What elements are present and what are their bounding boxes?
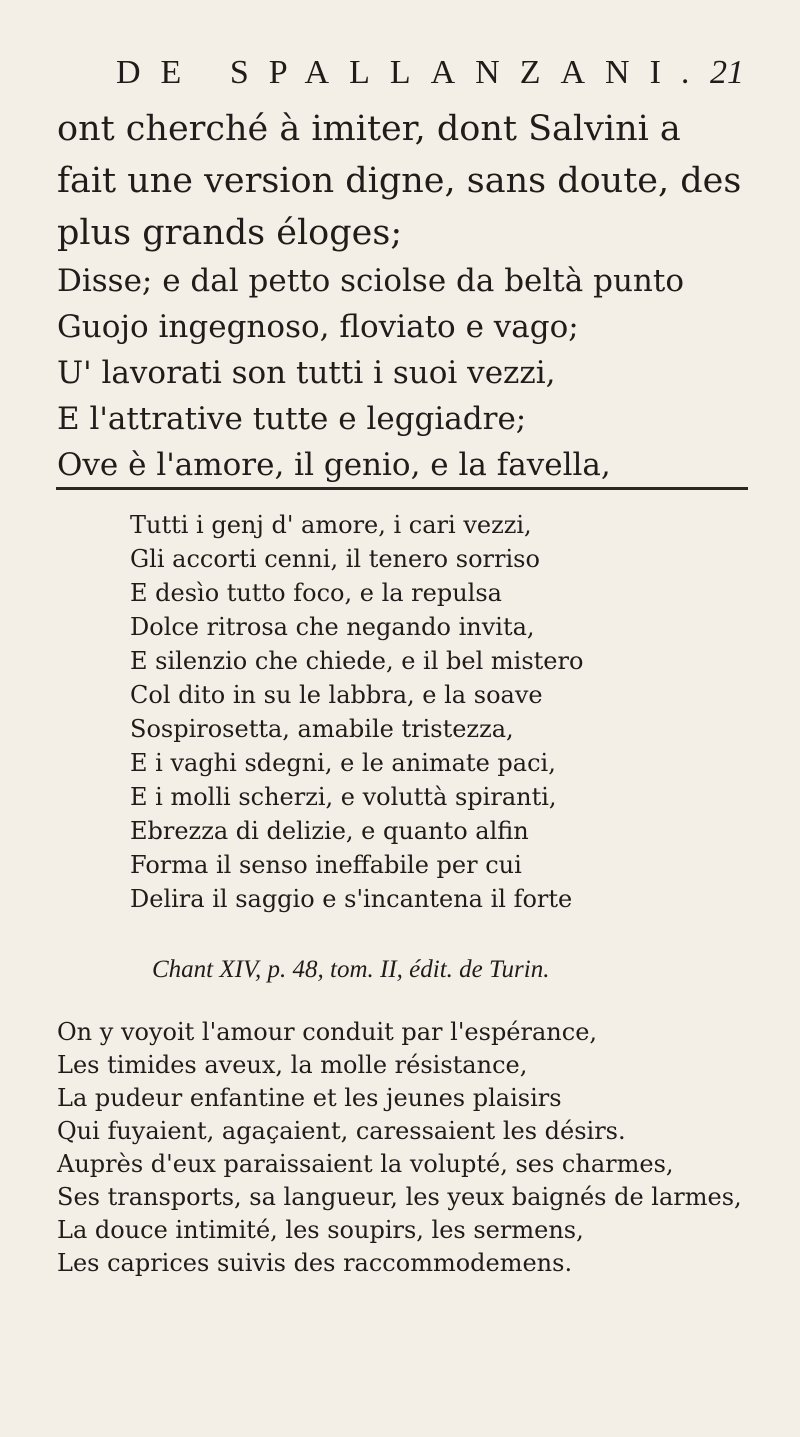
- note-verse-line: Sospirosetta, amabile tristezza,: [130, 715, 514, 743]
- source-citation: Chant XIV, p. 48, tom. II, édit. de Turin.: [152, 956, 550, 983]
- note-verse-line: Delira il saggio e s'incantena il forte: [130, 885, 573, 913]
- verse-line: Guojo ingegnoso, floviato e vago;: [57, 309, 579, 345]
- intro-line: plus grands éloges;: [57, 213, 403, 253]
- verse-line: Ove è l'amore, il genio, e la favella,: [57, 447, 611, 483]
- note-verse-line: E desìo tutto foco, e la repulsa: [130, 579, 502, 607]
- intro-line: fait une version digne, sans doute, des: [57, 161, 742, 201]
- footnote-divider: [56, 487, 748, 490]
- french-verse-line: On y voyoit l'amour conduit par l'espérance,: [57, 1018, 598, 1046]
- note-verse-line: E silenzio che chiede, e il bel mistero: [130, 647, 584, 675]
- french-verse-line: Les caprices suivis des raccommodemens.: [57, 1249, 573, 1277]
- italian-verse-main: [57, 258, 747, 488]
- french-translation: [57, 1016, 777, 1280]
- verse-line: U' lavorati son tutti i suoi vezzi,: [57, 355, 556, 391]
- note-verse-line: Dolce ritrosa che negando invita,: [130, 613, 535, 641]
- note-verse-line: Tutti i genj d' amore, i cari vezzi,: [130, 511, 532, 539]
- french-verse-line: La pudeur enfantine et les jeunes plaisirs: [57, 1084, 562, 1112]
- page-header: [116, 48, 744, 98]
- intro-line: ont cherché à imiter, dont Salvini a: [57, 109, 681, 149]
- intro-paragraph: [57, 103, 747, 259]
- italian-verse-note: [130, 508, 770, 916]
- french-verse-line: Auprès d'eux paraissaient la volupté, ses charmes,: [57, 1150, 674, 1178]
- note-verse-line: E i molli scherzi, e voluttà spiranti,: [130, 783, 557, 811]
- french-verse-line: Ses transports, sa langueur, les yeux baignés de larmes,: [57, 1183, 742, 1211]
- note-verse-line: Gli accorti cenni, il tenero sorriso: [130, 545, 540, 573]
- running-title: DE SPALLANZANI.: [116, 54, 710, 91]
- french-verse-line: Qui fuyaient, agaçaient, caressaient les désirs.: [57, 1117, 626, 1145]
- french-verse-line: Les timides aveux, la molle résistance,: [57, 1051, 528, 1079]
- page-number: 21: [710, 54, 744, 91]
- french-verse-line: La douce intimité, les soupirs, les sermens,: [57, 1216, 584, 1244]
- note-verse-line: Forma il senso ineffabile per cui: [130, 851, 522, 879]
- note-verse-line: Col dito in su le labbra, e la soave: [130, 681, 543, 709]
- note-verse-line: E i vaghi sdegni, e le animate paci,: [130, 749, 556, 777]
- note-verse-line: Ebrezza di delizie, e quanto alfin: [130, 817, 529, 845]
- verse-line: Disse; e dal petto sciolse da beltà punto: [57, 263, 684, 299]
- verse-line: E l'attrative tutte e leggiadre;: [57, 401, 527, 437]
